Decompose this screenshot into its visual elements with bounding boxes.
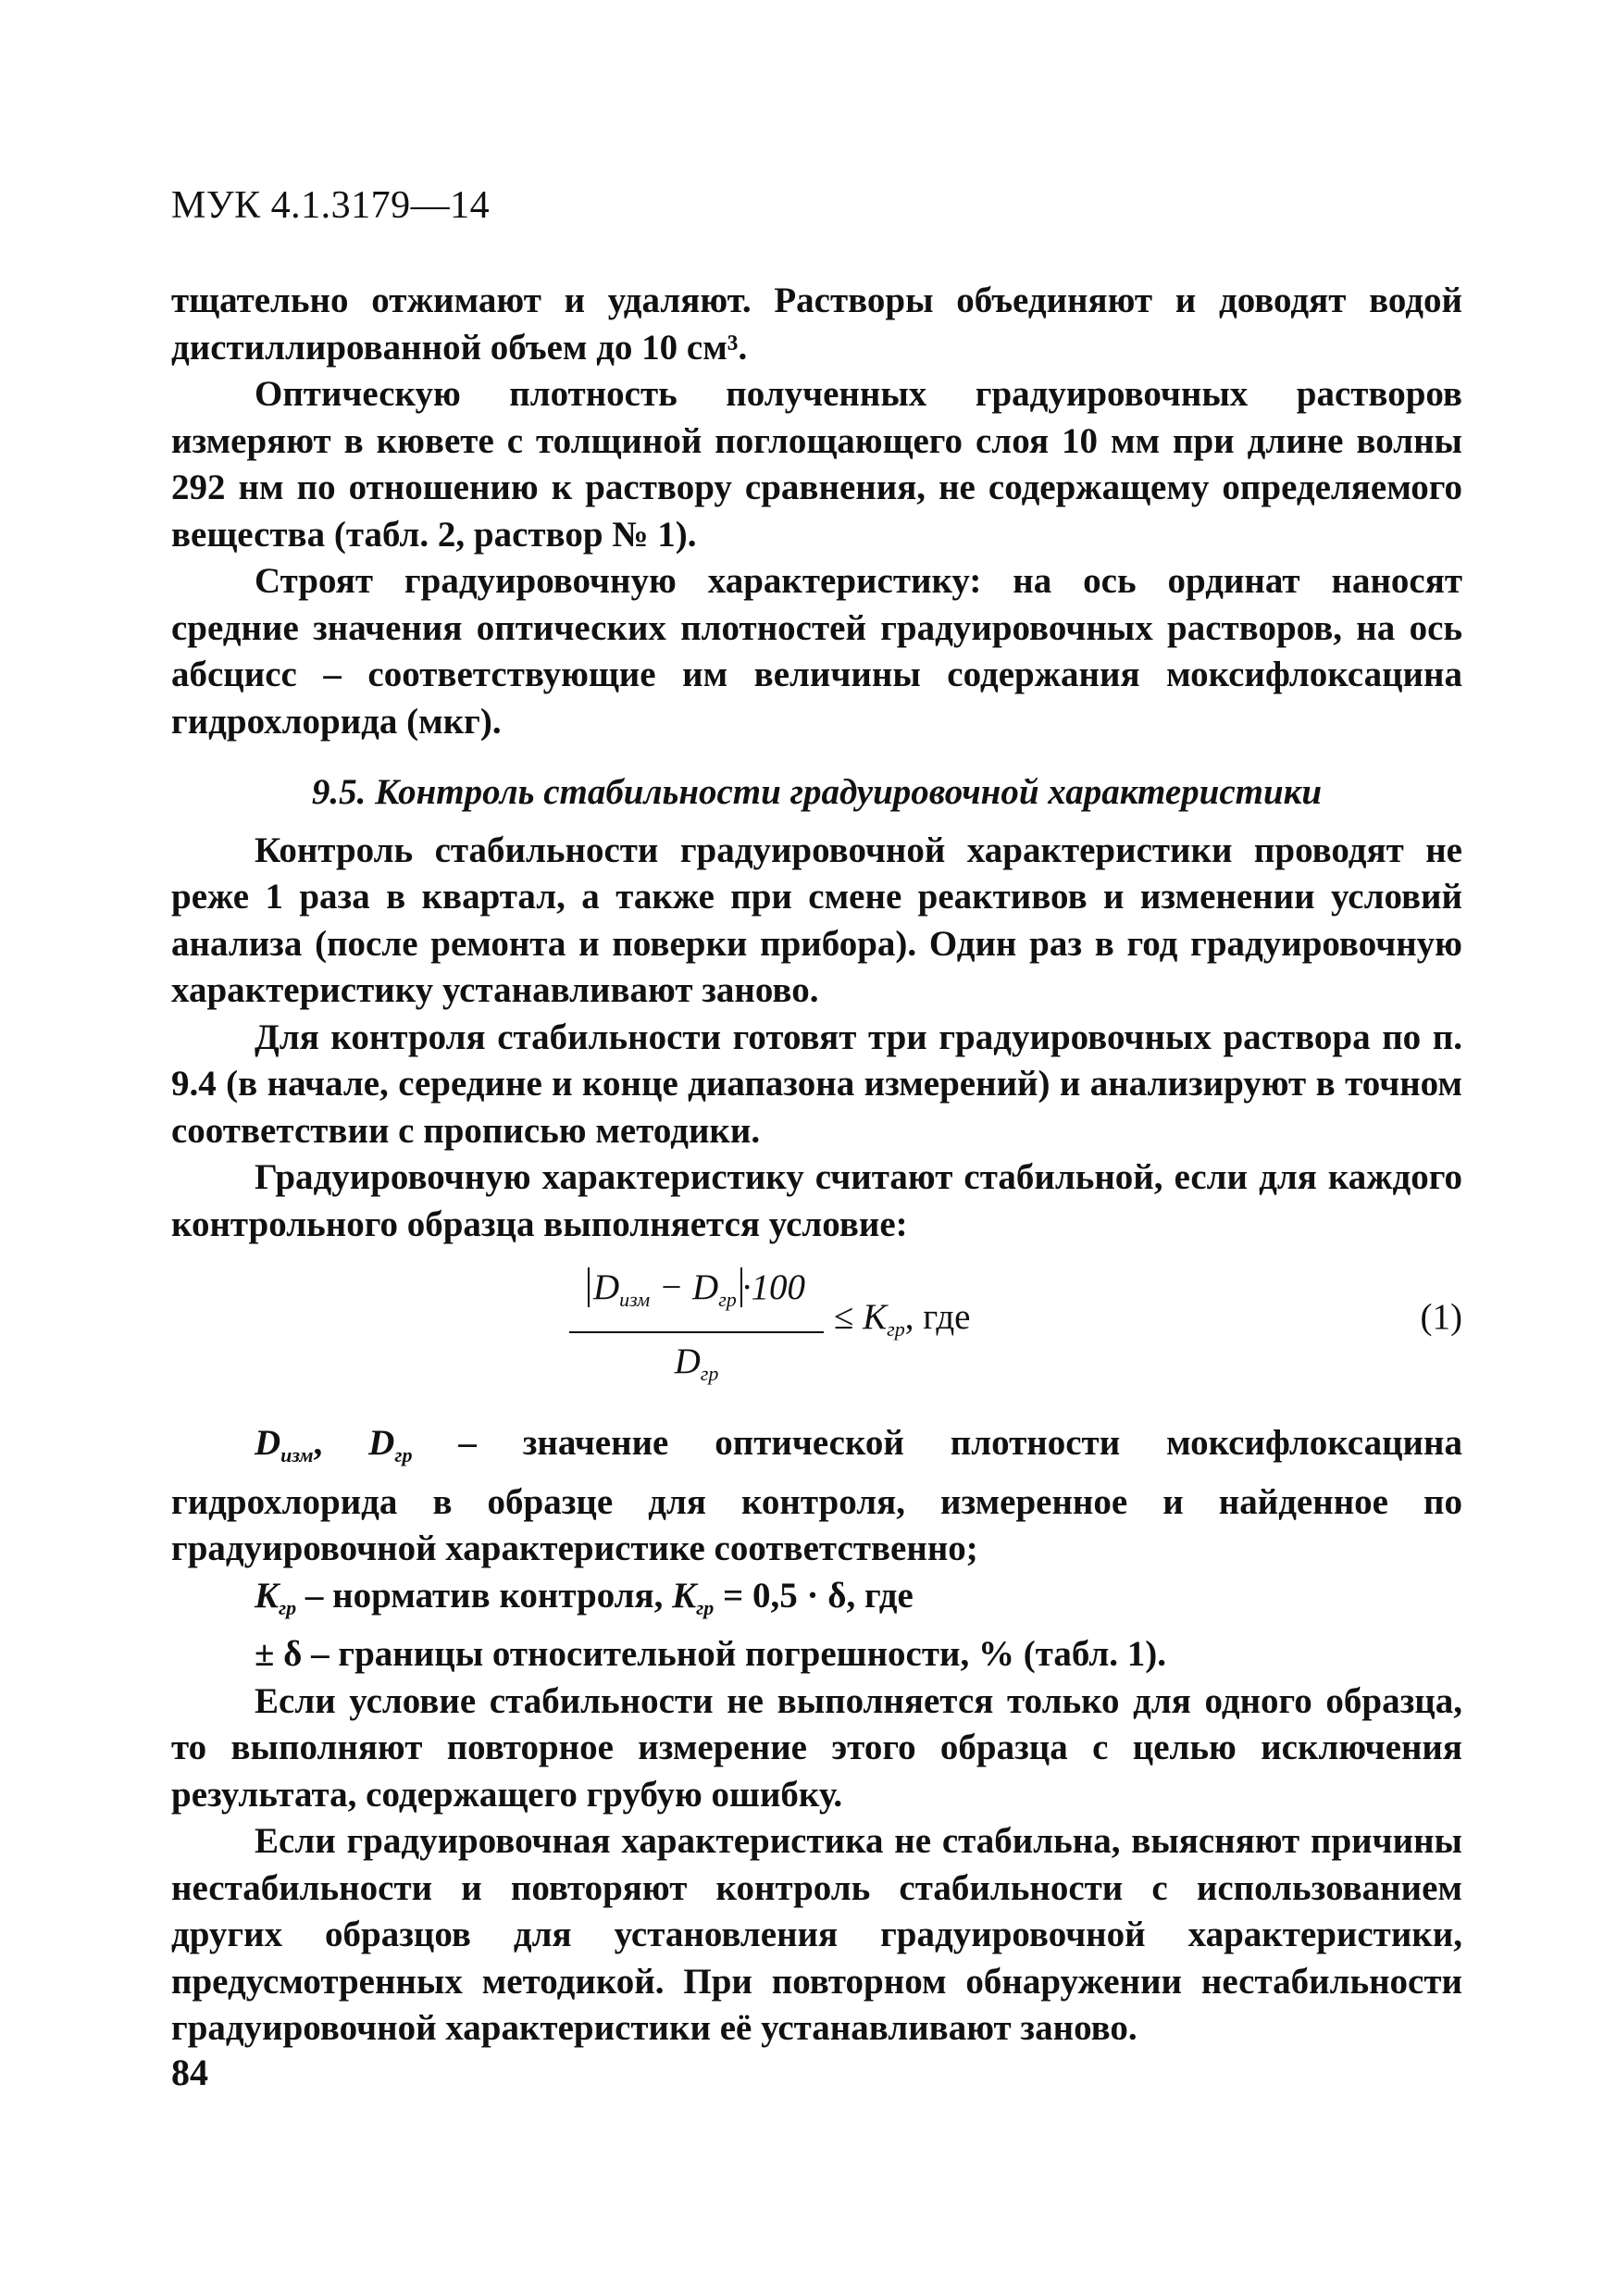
paragraph-5: Для контроля стабильности готовят три градуировочных раствора по п. 9.4 (в начале, середине и конце диапазона измерений) и анализируют в точном соответствии с прописью методики. <box>171 1017 1462 1151</box>
paragraph-6: Градуировочную характеристику считают стабильной, если для каждого контрольного образца выполняется условие: <box>171 1157 1462 1244</box>
stability-formula <box>171 1259 1462 1407</box>
paragraph-2: Оптическую плотность полученных градуировочных растворов измеряют в кювете с толщиной поглощающего слоя 10 мм при длине волны 292 нм по отношению к раствору сравнения, не содержащему определяемого вещества (табл. 2, раствор № 1). <box>171 374 1462 555</box>
paragraph-11: Если градуировочная характеристика не стабильна, выясняют причины нестабильности и повторяют контроль стабильности с использованием других образцов для установления градуировочной характеристики, предусмотренных методикой. При повторном обнаружении нестабильности градуировочной характеристики её устанавливают заново. <box>171 1821 1462 2048</box>
page-number: 84 <box>171 2052 208 2093</box>
absolute-difference: $D_{изм} - D_{гр}$ <box>588 1267 742 1307</box>
formula-denominator: $D_{гр}$ <box>674 1341 719 1385</box>
formula-numerator: $D_{изм} - D_{гр} \cdot 100$ <box>569 1259 824 1331</box>
page-body <box>171 278 1462 2053</box>
equation-number: (1) <box>1420 1297 1462 1337</box>
section-heading: 9.5. Контроль стабильности градуировочной характеристики <box>311 772 1323 812</box>
paragraph-3: Строят градуировочную характеристику: на ось ординат наносят средние значения оптических плотностей градуировочных растворов, на ось абсцисс – соответствующие им величины содержания моксифлоксацина гидрохлорида (мкг). <box>171 561 1462 742</box>
paragraph-8: $K_{гр}$ – норматив контроля, $K_{гр} = 0,5 \cdot \delta$, где <box>255 1575 914 1619</box>
paragraph-7: $D_{изм}$, $D_{гр}$ – значение оптической плотности моксифлоксацина гидрохлорида в образце для контроля, измеренное и найденное по градуировочной характеристике соответственно; <box>171 1423 1462 1568</box>
paragraph-10: Если условие стабильности не выполняется только для одного образца, то выполняют повторное измерение этого образца с целью исключения результата, содержащего грубую ошибку. <box>171 1680 1462 1815</box>
paragraph-4: Контроль стабильности градуировочной характеристики проводят не реже 1 раза в квартал, а также при смене реактивов и изменении условий анализа (после ремонта и поверки прибора). Один раз в год градуировочную характеристику устанавливают заново. <box>171 830 1462 1010</box>
document-code: МУК 4.1.3179—14 <box>171 184 491 227</box>
formula-fraction <box>569 1259 824 1397</box>
paragraph-9: ± δ – границы относительной погрешности, % (табл. 1). <box>255 1634 1167 1674</box>
paragraph-1: тщательно отжимают и удаляют. Растворы объединяют и доводят водой дистиллированной объем до 10 см³. <box>171 281 1462 368</box>
formula-relation: ≤ $K_{гр}$, где <box>834 1297 971 1341</box>
